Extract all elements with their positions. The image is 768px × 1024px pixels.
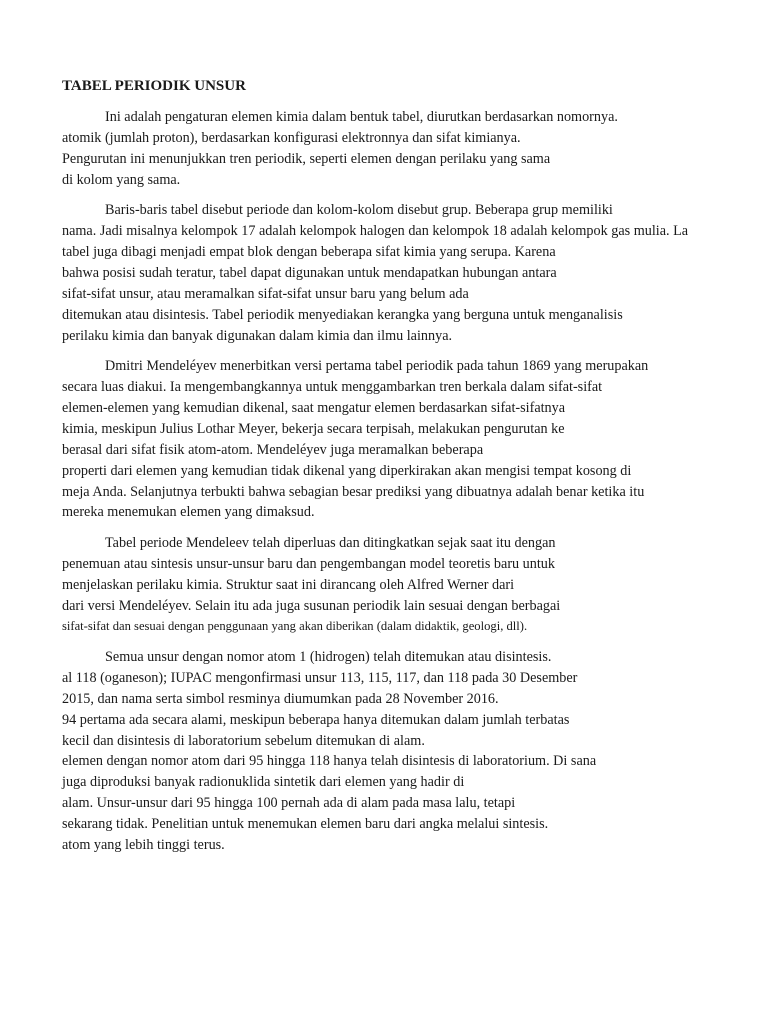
- paragraph-line: bahwa posisi sudah teratur, tabel dapat digunakan untuk mendapatkan hubungan antara: [62, 265, 557, 281]
- paragraph-line: berasal dari sifat fisik atom-atom. Mendeléyev juga meramalkan beberapa: [62, 442, 484, 458]
- paragraph-line: sifat-sifat dan sesuai dengan penggunaan yang akan diberikan (dalam didaktik, geologi, dll).: [62, 619, 528, 633]
- paragraph-line: di kolom yang sama.: [62, 172, 181, 188]
- paragraph-line: 94 pertama ada secara alami, meskipun beberapa hanya ditemukan dalam jumlah terbatas: [62, 712, 570, 728]
- paragraph-line: elemen-elemen yang kemudian dikenal, saat mengatur elemen berdasarkan sifat-sifatnya: [62, 400, 566, 416]
- paragraph-line: Pengurutan ini menunjukkan tren periodik, seperti elemen dengan perilaku yang sama: [62, 151, 551, 167]
- paragraph-line: secara luas diakui. Ia mengembangkannya untuk menggambarkan tren berkala dalam sifat-sifat: [62, 379, 603, 395]
- paragraph-line: Semua unsur dengan nomor atom 1 (hidrogen) telah ditemukan atau disintesis.: [105, 649, 552, 665]
- paragraph-line: sifat-sifat unsur, atau meramalkan sifat-sifat unsur baru yang belum ada: [62, 286, 469, 302]
- paragraph-line: Tabel periode Mendeleev telah diperluas dan ditingkatkan sejak saat itu dengan: [105, 535, 556, 551]
- paragraph-line: al 118 (oganeson); IUPAC mengonfirmasi unsur 113, 115, 117, dan 118 pada 30 Desember: [62, 670, 578, 686]
- paragraph-line: Dmitri Mendeléyev menerbitkan versi pertama tabel periodik pada tahun 1869 yang merupakan: [105, 358, 649, 374]
- paragraph-line: tabel juga dibagi menjadi empat blok dengan beberapa sifat kimia yang serupa. Karena: [62, 244, 556, 260]
- paragraph-line: nama. Jadi misalnya kelompok 17 adalah kelompok halogen dan kelompok 18 adalah kelompok gas mulia. La: [62, 223, 689, 239]
- paragraph-line: juga diproduksi banyak radionuklida sintetik dari elemen yang hadir di: [62, 774, 465, 790]
- paragraph-line: meja Anda. Selanjutnya terbukti bahwa sebagian besar prediksi yang dibuatnya adalah benar ketika itu: [62, 484, 645, 500]
- paragraph-line: perilaku kimia dan banyak digunakan dalam kimia dan ilmu lainnya.: [62, 328, 453, 344]
- document-title: TABEL PERIODIK UNSUR: [62, 78, 246, 94]
- paragraph-line: mereka menemukan elemen yang dimaksud.: [62, 504, 315, 520]
- paragraph-line: kecil dan disintesis di laboratorium sebelum ditemukan di alam.: [62, 733, 425, 749]
- paragraph-line: properti dari elemen yang kemudian tidak dikenal yang diperkirakan akan mengisi tempat kosong di: [62, 463, 632, 479]
- paragraph-line: Baris-baris tabel disebut periode dan kolom-kolom disebut grup. Beberapa grup memiliki: [105, 202, 613, 218]
- paragraph-line: ditemukan atau disintesis. Tabel periodik menyediakan kerangka yang berguna untuk menganalisis: [62, 307, 623, 323]
- paragraph-line: elemen dengan nomor atom dari 95 hingga 118 hanya telah disintesis di laboratorium. Di sana: [62, 753, 597, 769]
- paragraph-line: alam. Unsur-unsur dari 95 hingga 100 pernah ada di alam pada masa lalu, tetapi: [62, 795, 516, 811]
- paragraph-line: Ini adalah pengaturan elemen kimia dalam bentuk tabel, diurutkan berdasarkan nomornya.: [105, 109, 618, 125]
- paragraph-line: dari versi Mendeléyev. Selain itu ada juga susunan periodik lain sesuai dengan berbagai: [62, 598, 561, 614]
- paragraph-line: menjelaskan perilaku kimia. Struktur saat ini dirancang oleh Alfred Werner dari: [62, 577, 515, 593]
- paragraph-line: 2015, dan nama serta simbol resminya diumumkan pada 28 November 2016.: [62, 691, 499, 707]
- paragraph-line: atomik (jumlah proton), berdasarkan konfigurasi elektronnya dan sifat kimianya.: [62, 130, 521, 146]
- paragraph-line: atom yang lebih tinggi terus.: [62, 837, 225, 853]
- paragraph-line: penemuan atau sintesis unsur-unsur baru dan pengembangan model teoretis baru untuk: [62, 556, 555, 572]
- paragraph-line: kimia, meskipun Julius Lothar Meyer, bekerja secara terpisah, melakukan pengurutan ke: [62, 421, 565, 437]
- paragraph-line: sekarang tidak. Penelitian untuk menemukan elemen baru dari angka melalui sintesis.: [62, 816, 549, 832]
